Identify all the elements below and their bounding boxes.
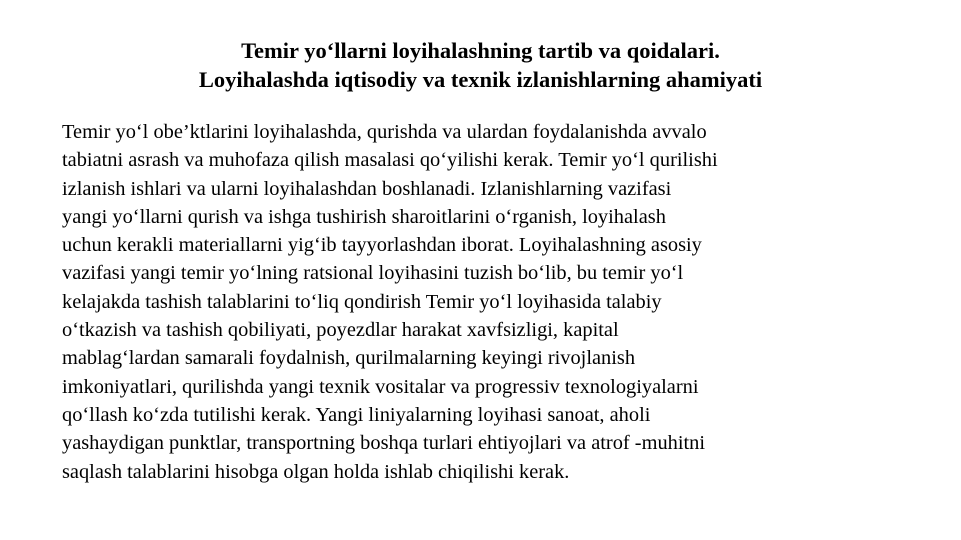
body-line: uchun kerakli materiallarni yig‘ib tayyorlashdan iborat. Loyihalashning asosiy	[62, 234, 702, 257]
body-line: vazifasi yangi temir yo‘lning ratsional loyihasini tuzish bo‘lib, bu temir yo‘l	[62, 262, 684, 285]
body-line: Temir yo‘l obe’ktlarini loyihalashda, qurishda va ulardan foydalanishda avvalo	[62, 121, 707, 143]
body-line: yangi yo‘llarni qurish va ishga tushirish sharoitlarini o‘rganish, loyihalash	[62, 205, 666, 228]
body-line: o‘tkazish va tashish qobiliyati, poyezdlar harakat xavfsizligi, kapital	[62, 319, 619, 342]
slide-title-line-1: Temir yo‘llarni loyihalashning tartib va qoidalari.	[241, 38, 720, 63]
body-line: izlanish ishlari va ularni loyihalashdan boshlanadi. Izlanishlarning vazifasi	[62, 177, 672, 200]
slide-title-line-2: Loyihalashda iqtisodiy va texnik izlanishlarning ahamiyati	[198, 67, 763, 92]
body-line: yashaydigan punktlar, transportning boshqa turlari ehtiyojlari va atrof -muhitni	[62, 432, 706, 455]
body-line: kelajakda tashish talablarini to‘liq qondirish Temir yo‘l loyihasida talabiy	[62, 290, 662, 313]
slide-body-paragraph	[62, 118, 932, 486]
body-line: tabiatni asrash va muhofaza qilish masalasi qo‘yilishi kerak. Temir yo‘l qurilishi	[62, 149, 718, 172]
body-line: saqlash talablarini hisobga olgan holda ishlab chiqilishi kerak.	[62, 460, 570, 483]
body-line: mablag‘lardan samarali foydalnish, qurilmalarning keyingi rivojlanish	[62, 347, 636, 370]
body-line: qo‘llash ko‘zda tutilishi kerak. Yangi liniyalarning loyihasi sanoat, aholi	[62, 403, 651, 426]
slide-title	[40, 36, 921, 94]
body-line: imkoniyatlari, qurilishda yangi texnik vositalar va progressiv texnologiyalarni	[62, 375, 699, 398]
